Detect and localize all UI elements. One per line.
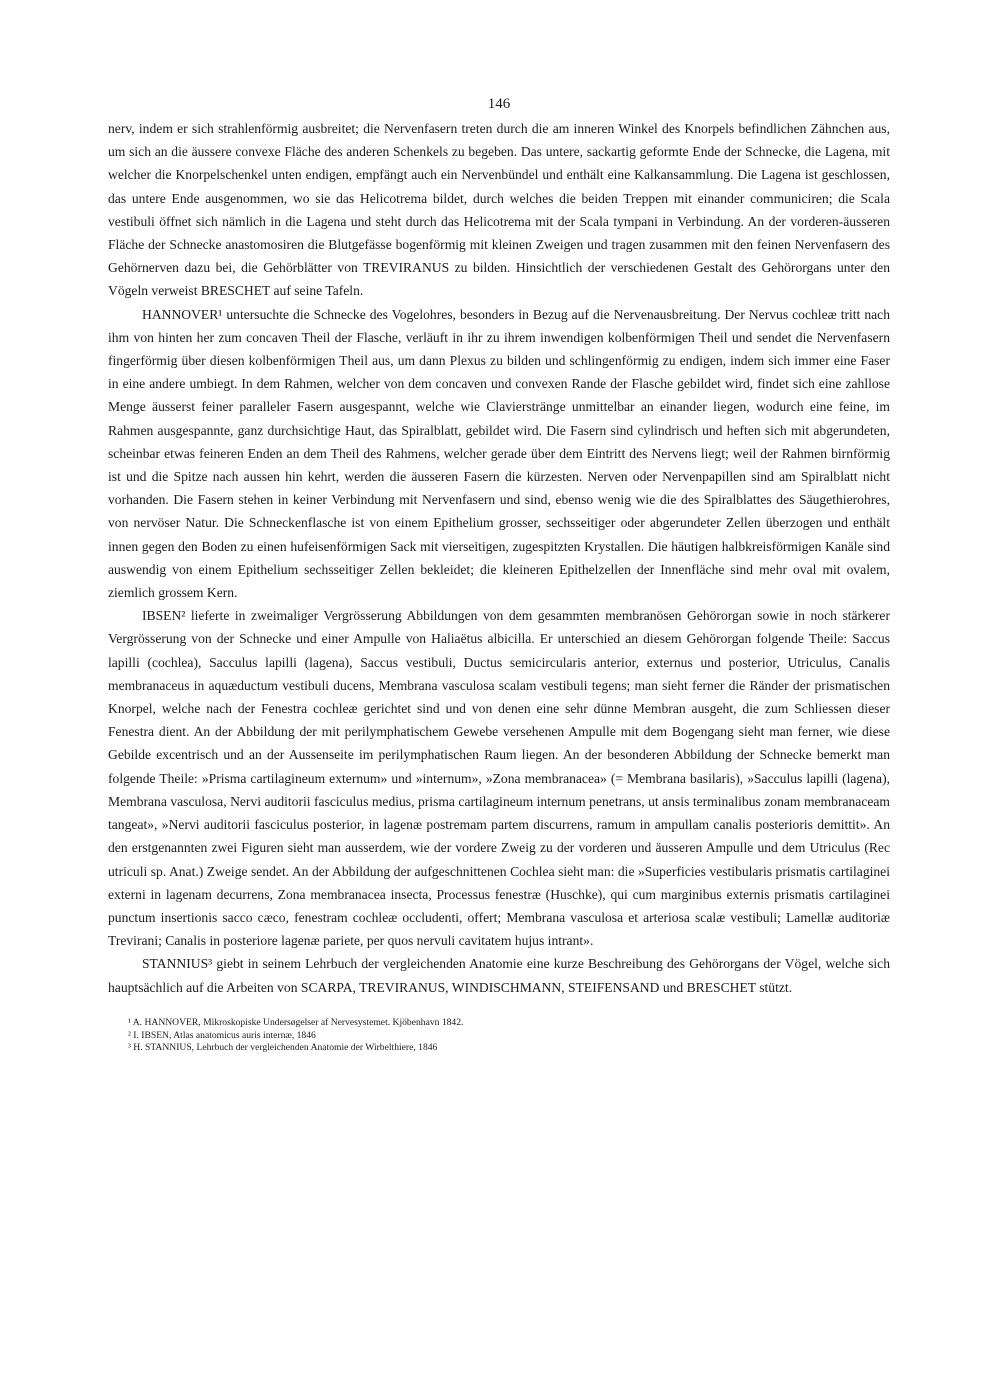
paragraph-hannover: HANNOVER¹ untersuchte die Schnecke des Vogelohres, besonders in Bezug auf die Nervenausbreitung. Der Nervus cochleæ tritt nach ihm von hinten her zum concaven Theil der Flasche, verläuft in ihr zu ihrem inwendigen kolbenförmigen Theil und sendet die Nervenfasern fingerförmig über diesen kolbenförmigen Theil aus, um dann Plexus zu bilden und schlingenförmig zu endigen, indem sich immer eine Faser in eine andere umbiegt. In dem Rahmen, welcher von dem concaven und convexen Rande der Flasche gebildet wird, findet sich eine zahllose Menge äusserst feiner paralleler Fasern ausgespannt, welche wie Claviersträngе unmittelbar an einander liegen, wodurch eine feine, im Rahmen ausgespannte, ganz durchsichtige Haut, das Spiralblatt, gebildet wird. Die Fasern sind cylindrisch und heften sich mit abgerundeten, scheinbar etwas feineren Enden an dem Theil des Rahmens, welcher gerade über dem Eintritt des Nervens liegt; weil der Rahmen birnförmig ist und die Spitze nach aussen hin kehrt, werden die äusseren Fasern die kürzesten. Nerven oder Nervenpapillen sind am Spiralblatt nicht vorhanden. Die Fasern stehen in keiner Verbindung mit Nervenfasern und sind, ebenso wenig wie die des Spiralblattes des Säugethierohres, von nervöser Natur. Die Schneckenflasche ist von einem Epithelium grosser, sechsseitiger oder abgerundeter Zellen überzogen und enthält innen gegen den Boden zu einen hufeisenförmigen Sack mit vierseitigen, zugespitzten Krystallen. Die häutigen halbkreisförmigen Kanäle sind auswendig von einem Epithelium sechsseitiger Zellen bekleidet; die kleineren Epithelzellen der Innenfläche sind mehr oval mit ovalem, ziemlich grossem Kern. [108,306,890,601]
footnotes [108,1017,890,1055]
paragraph-ibsen: IBSEN² lieferte in zweimaliger Vergrösserung Abbildungen von dem gesammten membranösen Gehörorgan sowie in noch stärkerer Vergrösserung von der Schnecke und einer Ampulle von Haliaëtus albicilla. Er unterschied an diesem Gehörorgan folgende Theile: Saccus lapilli (cochlea), Sacculus lapilli (lagena), Saccus vestibuli, Ductus semicircularis anterior, externus und posterior, Utriculus, Canalis membranaceus in aquæductum vestibuli ducens, Membrana vasculosa scalam vestibuli tegens; man sieht ferner die Ränder der prismatischen Knorpel, welche nach der Fenestra cochleæ gerichtet sind und von denen eine sehr dünne Membran ausgeht, die zum Schliessen dieser Fenestra dient. An der Abbildung der mit perilymphatischem Gewebe versehenen Ampulle mit dem Bogengang sieht man ferner, wie diese Gebilde excentrisch und an der Aussenseite im perilymphatischen Raum liegen. An der besonderen Abbildung der Schnecke bemerkt man folgende Theile: »Prisma cartilagineum externum» und »internum», »Zona membranacea» (= Membrana basilaris), »Sacculus lapilli (lagena), Membrana vasculosa, Nervi auditorii fasciculus medius, prisma cartilagineum internum penetrans, ut ansis terminalibus zonam membranaceam tangeat», »Nervi auditorii fasciculus posterior, in lagenæ postremam partem discurrens, ramum in ampullam canalis posterioris demittit». An den erstgenannten zwei Figuren sieht man ausserdem, wie der vordere Zweig zu der vorderen und äusseren Ampulle und dem Utriculus (Rec utriculi sp. Anat.) Zweige sendet. An der Abbildung der aufgeschnittenen Cochlea sieht man: die »Superficies vestibularis prismatis cartilaginei externi in lagenam decurrens, Zona membranacea insecta, Processus fenestræ (Huschke), qui cum marginibus externis prismatis cartilaginei punctum insertionis sacco cæco, fenestram cochleæ occludenti, offert; Membrana vasculosa et arteriosa scalæ vestibuli; Lamellæ auditoriæ Treviranі; Canalis in posteriore lagenæ pariete, per quos nervuli cavitatem hujus intrant». [108,608,890,949]
footnote-3: ³ H. STANNIUS, Lehrbuch der vergleichenden Anatomie der Wirbelthiere, 1846 [128,1042,438,1054]
footnote-2: ² I. IBSEN, Atlas anatomicus auris internæ, 1846 [128,1029,316,1041]
footnote-1: ¹ A. HANNOVER, Mikroskopiske Undersøgelser af Nervesystemet. Kjöbenhavn 1842. [128,1016,464,1028]
paragraph-stannius: STANNIUS³ giebt in seinem Lehrbuch der vergleichenden Anatomie eine kurze Beschreibung des Gehörorgans der Vögel, welche sich hauptsächlich auf die Arbeiten von SCARPA, TREVIRANUS, WINDISCHMANN, STEIFENSAND und BRESCHET stützt. [108,956,890,995]
document-page [108,94,890,1055]
page-number: 146 [487,96,511,112]
paragraph-1: nerv, indem er sich strahlenförmig ausbreitet; die Nervenfasern treten durch die am inneren Winkel des Knorpels befindlichen Zähnchen aus, um sich an die äussere convexe Fläche des anderen Schenkels zu begeben. Das untere, sackartig geformte Ende der Schnecke, die Lagena, mit welcher die Knorpelschenkel unten endigen, empfängt auch ein Nervenbündel und enthält eine Kalkansammlung. Die Lagena ist geschlossen, das untere Ende ausgenommen, wo sie das Helicotrema bildet, durch welches die beiden Treppen mit einander communiciren; die Scala vestibuli öffnet sich nämlich in die Lagena und steht durch das Helicotrema mit der Scala tympani in Verbindung. An der vorderen-äusseren Fläche der Schnecke anastomosiren die Blutgefässe bogenförmig mit kleinen Zweigen und tragen zusammen mit den feinen Nervenfasern des Gehörnerven dazu bei, die Gehörblätter von TREVIRANUS zu bilden. Hinsichtlich der verschiedenen Gestalt des Gehörorgans unter den Vögeln verweist BRESCHET auf seine Tafeln. [108,121,890,299]
